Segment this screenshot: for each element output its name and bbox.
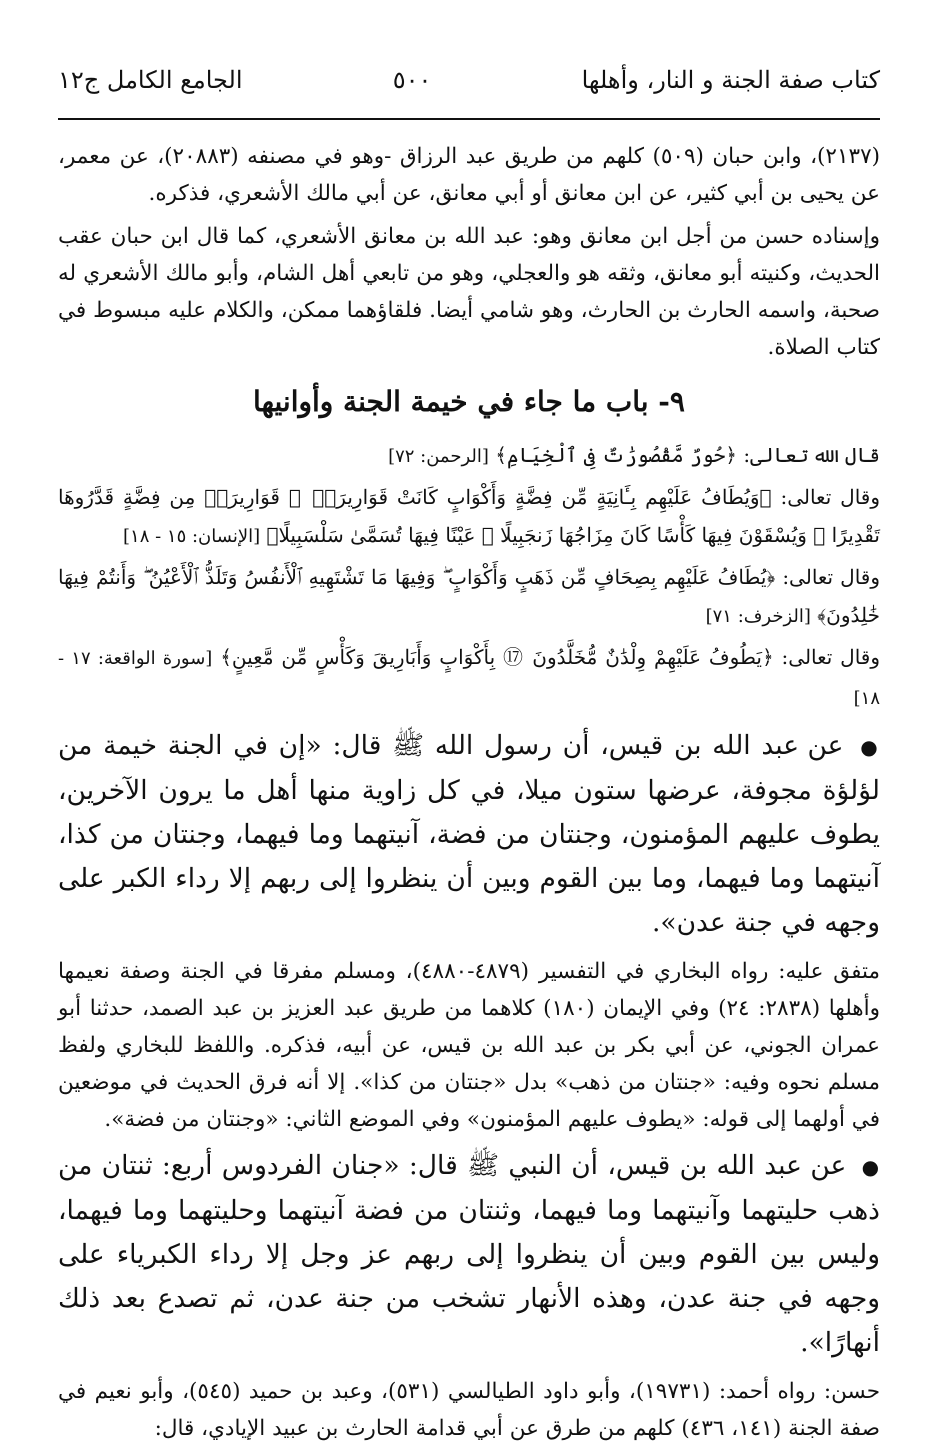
- verse-citation: [58, 478, 880, 556]
- book-title: كتاب صفة الجنة و النار، وأهلها: [581, 66, 880, 94]
- page-body: [58, 138, 880, 1453]
- chapter-heading: ٩- باب ما جاء في خيمة الجنة وأوانيها: [253, 385, 685, 418]
- verse-citation: [58, 436, 880, 476]
- running-header: [58, 68, 880, 92]
- takhrij-commentary: متفق عليه: رواه البخاري في التفسير (٤٨٧٩-٤٨٨٠)، ومسلم مفرقا في الجنة وصفة نعيمها وأهلها (٢٨٣٨: ٢٤) وفي الإيمان (١٨٠) كلاهما من طريق عبد العزيز بن عبد الصمد، حدثنا أبو عمران الجوني، عن أبي بكر بن عبد الله بن قيس، عن أبيه، فذكره. واللفظ للبخاري ولفظ مسلم نحوه وفيه: «جنتان من ذهب» بدل «جنتان من كذا». إلا أنه فرق الحديث في موضعين في أولهما إلى قوله: «يطوف عليهم المؤمنون» وفي الموضع الثاني: «وجنتان من فضة».: [58, 959, 881, 1132]
- collection-title: الجامع الكامل ج١٢: [58, 66, 243, 94]
- verse-intro: وقال تعالى:: [780, 485, 881, 509]
- verse-intro: وقال تعالى:: [781, 645, 881, 669]
- takhrij-commentary: حسن: رواه أحمد: (١٩٧٣١)، وأبو داود الطيالسي (٥٣١)، وعبد بن حميد (٥٤٥)، وأبو نعيم في صفة الجنة (١٤١، ٤٣٦) كلهم من طرق عن أبي قدامة الحارث بن عبيد الإيادي، قال:: [58, 1379, 880, 1441]
- quran-text: ﴿وَيُطَافُ عَلَيْهِم بِـَٔانِيَةٍ مِّن فِضَّةٍ وَأَكْوَابٍ كَانَتْ قَوَارِيرَا۠ ⑮ قَوَارِيرَا۟ مِن فِضَّةٍ قَدَّرُوهَا تَقْدِيرًا ⑯ وَيُسْقَوْنَ فِيهَا كَأْسًا كَانَ مِزَاجُهَا زَنجَبِيلًا ⑰ عَيْنًا فِيهَا تُسَمَّىٰ سَلْسَبِيلًا﴾: [58, 485, 880, 547]
- bullet-icon: ●: [860, 735, 880, 759]
- verse-reference: [الرحمن: ٧٢]: [388, 446, 489, 467]
- commentary-paragraph: وإسناده حسن من أجل ابن معانق وهو: عبد الله بن معانق الأشعري، كما قال ابن حبان عقب الحديث، وكنيته أبو معانق، وثقه هو والعجلي، وهو من تابعي أهل الشام، وأبو مالك الأشعري له صحبة، واسمه الحارث بن الحارث، وهو شامي أيضا. فلقاؤهما ممكن، والكلام عليه مبسوط في كتاب الصلاة.: [58, 224, 880, 360]
- header-rule: [58, 118, 880, 120]
- quran-text: ﴿يُطَافُ عَلَيْهِم بِصِحَافٍ مِّن ذَهَبٍ وَأَكْوَابٍ ۖ وَفِيهَا مَا تَشْتَهِيهِ ٱلْأَنفُسُ وَتَلَذُّ ٱلْأَعْيُنُ ۖ وَأَنتُمْ فِيهَا خَٰلِدُونَ﴾: [58, 565, 880, 627]
- verse-reference: [سورة الواقعة: ١٧ - ١٨]: [58, 648, 880, 709]
- verse-citation: [58, 558, 880, 636]
- hadith-text: [58, 1144, 880, 1365]
- hadith-text: [58, 724, 880, 945]
- page-number: ٥٠٠: [392, 66, 432, 94]
- verse-intro: وقال تعالى:: [782, 565, 881, 589]
- verse-reference: [الإنسان: ١٥ - ١٨]: [123, 526, 261, 547]
- hadith-body: عن عبد الله بن قيس، أن رسول الله ﷺ قال: «إن في الجنة خيمة من لؤلؤة مجوفة، عرضها ستون ميلا، في كل زاوية منها أهل ما يرون الآخرين، يطوف عليهم المؤمنون، وجنتان من فضة، آنيتهما وما فيهما، وجنتان من كذا، آنيتهما وما فيهما، وما بين القوم وبين أن ينظروا إلى ربهم إلا رداء الكبر على وجهه في جنة عدن».: [58, 730, 880, 938]
- commentary-paragraph: (٢١٣٧)، وابن حبان (٥٠٩) كلهم من طريق عبد الرزاق -وهو في مصنفه (٢٠٨٨٣)، عن معمر، عن يحيى بن أبي كثير، عن ابن معانق أو أبي معانق، عن أبي مالك الأشعري، فذكره.: [58, 144, 881, 206]
- verse-citation: [58, 638, 880, 718]
- verse-intro: قال الله تعالى:: [743, 443, 880, 467]
- quran-text: ﴿حُورٌ مَّقْصُورَٰتٌ فِى ٱلْخِيَامِ﴾: [495, 443, 737, 467]
- hadith-body: عن عبد الله بن قيس، أن النبي ﷺ قال: «جنان الفردوس أربع: ثنتان من ذهب حليتهما وآنيتهما وما فيهما، وثنتان من فضة آنيتهما وحليتهما وما فيهما، وليس بين القوم وبين أن ينظروا إلى ربهم عز وجل إلا رداء الكبرياء على وجهه في جنة عدن، وهذه الأنهار تشخب من جنة عدن، ثم تصدع بعد ذلك أنهارًا».: [58, 1150, 880, 1358]
- bullet-icon: ●: [861, 1155, 880, 1179]
- verse-reference: [الزخرف: ٧١]: [705, 606, 811, 627]
- quran-text: ﴿يَطُوفُ عَلَيْهِمْ وِلْدَٰنٌ مُّخَلَّدُونَ ⑰ بِأَكْوَابٍ وَأَبَارِيقَ وَكَأْسٍ مِّن مَّعِينٍ﴾: [220, 645, 774, 669]
